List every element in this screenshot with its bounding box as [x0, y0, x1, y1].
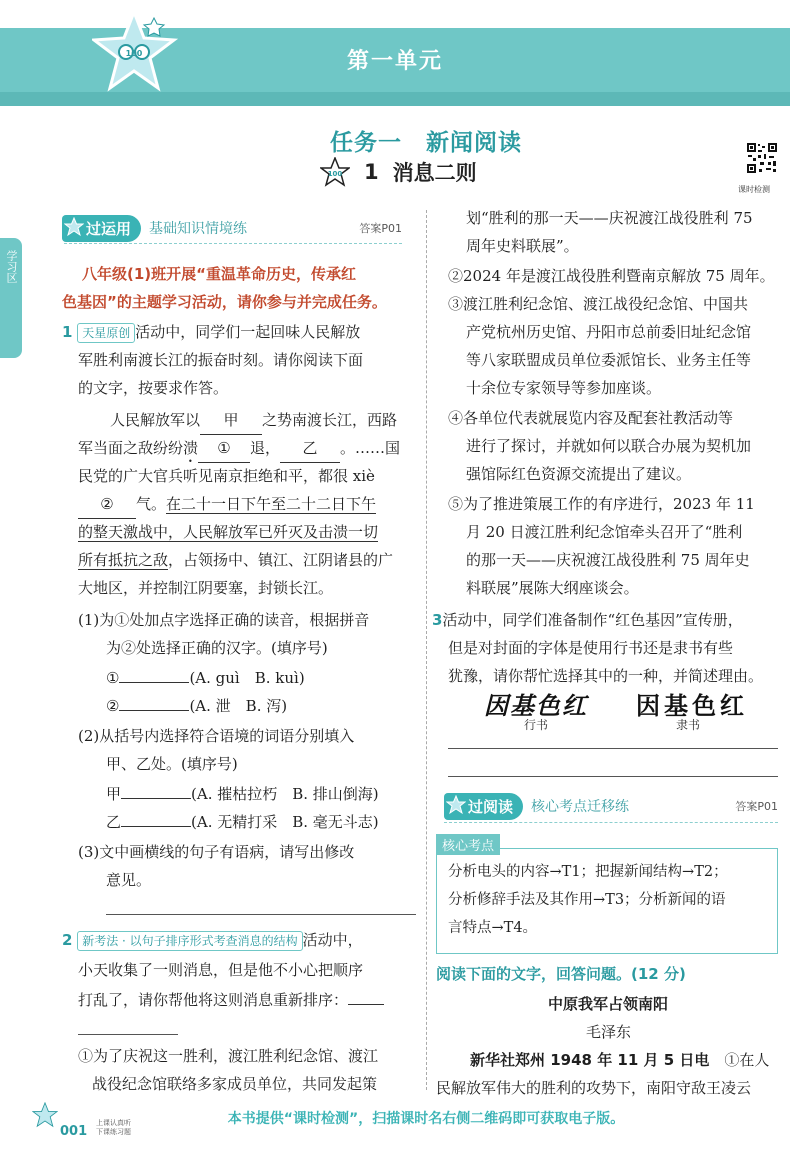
q1-line-2: 军胜利南渡长江的振奋时刻。请你阅读下面 [78, 351, 364, 369]
q1-sub1-line-1: (1)为①处加点字选择正确的读音，根据拼音 [78, 611, 370, 629]
q1-sub2-line-1: (2)从括号内选择符合语境的词语分别填入 [78, 727, 355, 745]
underlined-sentence: 的整天激战中，人民解放军已歼灭及击溃一切 [78, 523, 379, 541]
q2-item3-line-3: 等八家联盟成员单位委派馆长、业务主任等 [466, 351, 752, 369]
q2-item4-line-2: 进行了探讨，并就如何以联合办展为契机加 [466, 437, 752, 455]
reading-answer-ref: 答案P01 [735, 800, 778, 813]
answer-blank[interactable] [121, 826, 191, 827]
q2-line-3 [78, 986, 384, 1014]
star-mascot-icon [92, 8, 182, 98]
passage-line-3: 民党的广大官兵听见南京拒绝和平，都很 xiè [78, 467, 375, 485]
q2-item3-line-2: 产党杭州历史馆、丹阳市总前委旧址纪念馆 [466, 323, 752, 341]
q1-sub3-line-1: (3)文中画横线的句子有语病，请写出修改 [78, 843, 355, 861]
core-points-line-2: 分析修辞手法及其作用→T3；分析新闻的语 [448, 892, 726, 908]
blank-2[interactable]: ② [78, 490, 136, 519]
q1-line-1: 活动中，同学们一起回味人民解放 [135, 323, 361, 341]
answer-line[interactable] [448, 748, 778, 749]
footer-note: 本书提供“课时检测”，扫描课时名右侧二维码即可获取电子版。 [227, 1111, 625, 1127]
blank-1[interactable]: ① [198, 434, 250, 463]
passage-text: 之势南渡长江，西路 [262, 411, 398, 429]
q3-number: 3 [432, 611, 443, 629]
dotted-char: 溃 [183, 439, 199, 457]
lesson-number: 1 [364, 160, 379, 184]
q1-sub2-opt-2 [106, 808, 379, 836]
q3-line-1: 活动中，同学们准备制作“红色基因”宣传册， [442, 611, 743, 629]
passage-line-5 [78, 518, 378, 546]
passage-text: 退， [250, 439, 281, 457]
q1-sub1-opt-2 [106, 692, 287, 720]
q2-item1-line-4: 周年史料联展”。 [466, 237, 579, 255]
option-choices: (A. guì B. kuì) [189, 669, 305, 687]
option-label: ② [106, 697, 120, 715]
q2-item1-line-2: 战役纪念馆联络多家成员单位，共同发起策 [92, 1075, 378, 1093]
q2-item1-line-3: 划“胜利的那一天——庆祝渡江战役胜利 75 [466, 209, 753, 227]
option-choices: (A. 无精打采 B. 毫无斗志) [191, 813, 379, 831]
q2-item3-line-4: 十余位专家领导等参加座谈。 [466, 379, 662, 397]
passage-text: ，占领扬中、镇江、江阴诸县的广 [168, 551, 394, 569]
blank-yi[interactable]: 乙 [280, 434, 340, 463]
underlined-sentence: 所有抵抗之敌 [78, 551, 169, 569]
option-choices: (A. 泄 B. 泻) [189, 697, 288, 715]
passage-text: 。……国 [340, 439, 401, 457]
task-title: 任务一 新闻阅读 [330, 130, 522, 156]
qr-code-icon[interactable] [746, 142, 778, 174]
passage-text: 人民解放军以 [110, 411, 201, 429]
answer-blank[interactable] [119, 682, 189, 683]
svg-text:100: 100 [125, 49, 143, 58]
q2-tag: 新考法 · 以句子排序形式考查消息的结构 [77, 931, 302, 951]
answer-blank[interactable] [121, 798, 191, 799]
star-icon [64, 217, 84, 237]
underlined-sentence: 在二十一日下午至二十二日下午 [166, 495, 377, 513]
practice-section-rule [64, 243, 402, 244]
reading-section-rule [444, 822, 778, 823]
calligraphy-lishu-caption: 隶书 [676, 718, 701, 732]
reading-prompt: 阅读下面的文字，回答问题。(12 分) [436, 965, 686, 983]
header-band [0, 0, 790, 110]
q3-line-2: 但是对封面的字体是使用行书还是隶书有些 [448, 639, 734, 657]
passage-text: 军当面之敌纷纷 [78, 439, 184, 457]
core-points-line-1: 分析电头的内容→T1；把握新闻结构→T2； [448, 864, 728, 880]
reading-line-2: 民解放军伟大的胜利的攻势下，南阳守敌王凌云 [436, 1079, 752, 1097]
q1-sub2-opt-1 [106, 780, 379, 808]
q2-line-3-text: 打乱了，请你帮他将这则消息重新排序： [78, 991, 349, 1009]
blank-jia[interactable]: 甲 [200, 406, 262, 435]
practice-badge-label: 过运用 [86, 219, 132, 238]
q1-number: 1 [62, 323, 73, 341]
q2-item5-line-4: 料联展”展陈大纲座谈会。 [466, 579, 639, 597]
practice-section-header [62, 214, 402, 242]
q2-line-1: 活动中， [302, 931, 363, 949]
reading-line-1 [470, 1046, 769, 1074]
page-number: 001 [60, 1124, 88, 1139]
calligraphy-xingshu: 因基色红 [484, 691, 588, 720]
q2-item5-line-3: 的那一天——庆祝渡江战役胜利 75 周年史 [466, 551, 750, 569]
practice-answer-ref: 答案P01 [359, 222, 402, 235]
option-label: 乙 [106, 813, 122, 831]
reading-subtitle: 核心考点迁移练 [531, 799, 630, 815]
passage-text: 气。 [136, 495, 167, 513]
q1-sub1-line-2: 为②处选择正确的汉字。(填序号) [106, 639, 328, 657]
intro-line-1: 八年级(1)班开展“重温革命历史，传承红 [82, 265, 357, 283]
reading-badge [444, 793, 523, 820]
answer-line[interactable] [448, 776, 778, 777]
column-divider [426, 210, 427, 1090]
option-label: 甲 [106, 785, 122, 803]
q1-line-3: 的文字，按要求作答。 [78, 379, 229, 397]
q2-number: 2 [62, 931, 73, 949]
passage-line-6 [78, 546, 393, 574]
answer-line[interactable] [106, 914, 416, 915]
star-badge-icon [320, 157, 350, 187]
q2-item4-line-3: 强馆际红色资源交流提出了建议。 [466, 465, 692, 483]
q1-sub1-opt-1 [106, 664, 305, 692]
q2-item5-line-1: ⑤为了推进策展工作的有序进行，2023 年 11 [448, 495, 755, 513]
option-label: ① [106, 669, 120, 687]
passage-line-7: 大地区，并控制江阴要塞，封锁长江。 [78, 579, 334, 597]
core-points-line-3: 言特点→T4。 [448, 920, 538, 936]
q2-item-2: ②2024 年是渡江战役胜利暨南京解放 75 周年。 [448, 267, 775, 285]
core-points-label: 核心考点 [436, 834, 500, 855]
answer-line[interactable] [78, 1034, 178, 1035]
reading-author: 毛泽东 [586, 1023, 632, 1041]
q1-sub3-line-2: 意见。 [106, 871, 152, 889]
lesson-heading [320, 156, 477, 188]
q2-item3-line-1: ③渡江胜利纪念馆、渡江战役纪念馆、中国共 [448, 295, 749, 313]
option-choices: (A. 摧枯拉朽 B. 排山倒海) [191, 785, 379, 803]
calligraphy-xingshu-caption: 行书 [524, 718, 549, 732]
calligraphy-lishu: 因基色红 [636, 691, 748, 720]
reading-dateline: 新华社郑州 1948 年 11 月 5 日电 [470, 1051, 710, 1069]
practice-subtitle: 基础知识情境练 [149, 221, 248, 237]
passage-line-4 [78, 490, 376, 519]
q1-tag: 天星原创 [77, 323, 135, 343]
side-tab-label: 学习区 [5, 250, 18, 283]
reading-text: ①在人 [724, 1051, 770, 1069]
q2-item1-line-1: ①为了庆祝这一胜利，渡江胜利纪念馆、渡江 [78, 1047, 379, 1065]
svg-text:100: 100 [327, 170, 343, 178]
passage-line-1 [110, 406, 397, 435]
practice-badge [62, 215, 141, 242]
lesson-title: 消息二则 [392, 161, 477, 185]
q2-item4-line-1: ④各单位代表就展览内容及配套社教活动等 [448, 409, 734, 427]
qr-caption: 课时检测 [738, 185, 770, 194]
q2-item5-line-2: 月 20 日渡江胜利纪念馆牵头召开了“胜利 [466, 523, 743, 541]
reading-title: 中原我军占领南阳 [548, 995, 669, 1013]
q1-sub2-line-2: 甲、乙处。(填序号) [106, 755, 238, 773]
reading-badge-label: 过阅读 [468, 797, 514, 816]
star-icon [446, 795, 466, 815]
unit-title: 第一单元 [346, 49, 443, 74]
q3-line-3: 犹豫，请你帮忙选择其中的一种，并简述理由。 [448, 667, 764, 685]
reading-section-header [444, 792, 778, 820]
answer-blank[interactable] [348, 1004, 384, 1005]
footer-slogan: 上课认真听 下课练习题 [96, 1119, 131, 1136]
intro-line-2: 色基因”的主题学习活动，请你参与并完成任务。 [62, 293, 387, 311]
answer-blank[interactable] [119, 710, 189, 711]
q2-line-2: 小天收集了一则消息，但是他不小心把顺序 [78, 961, 364, 979]
